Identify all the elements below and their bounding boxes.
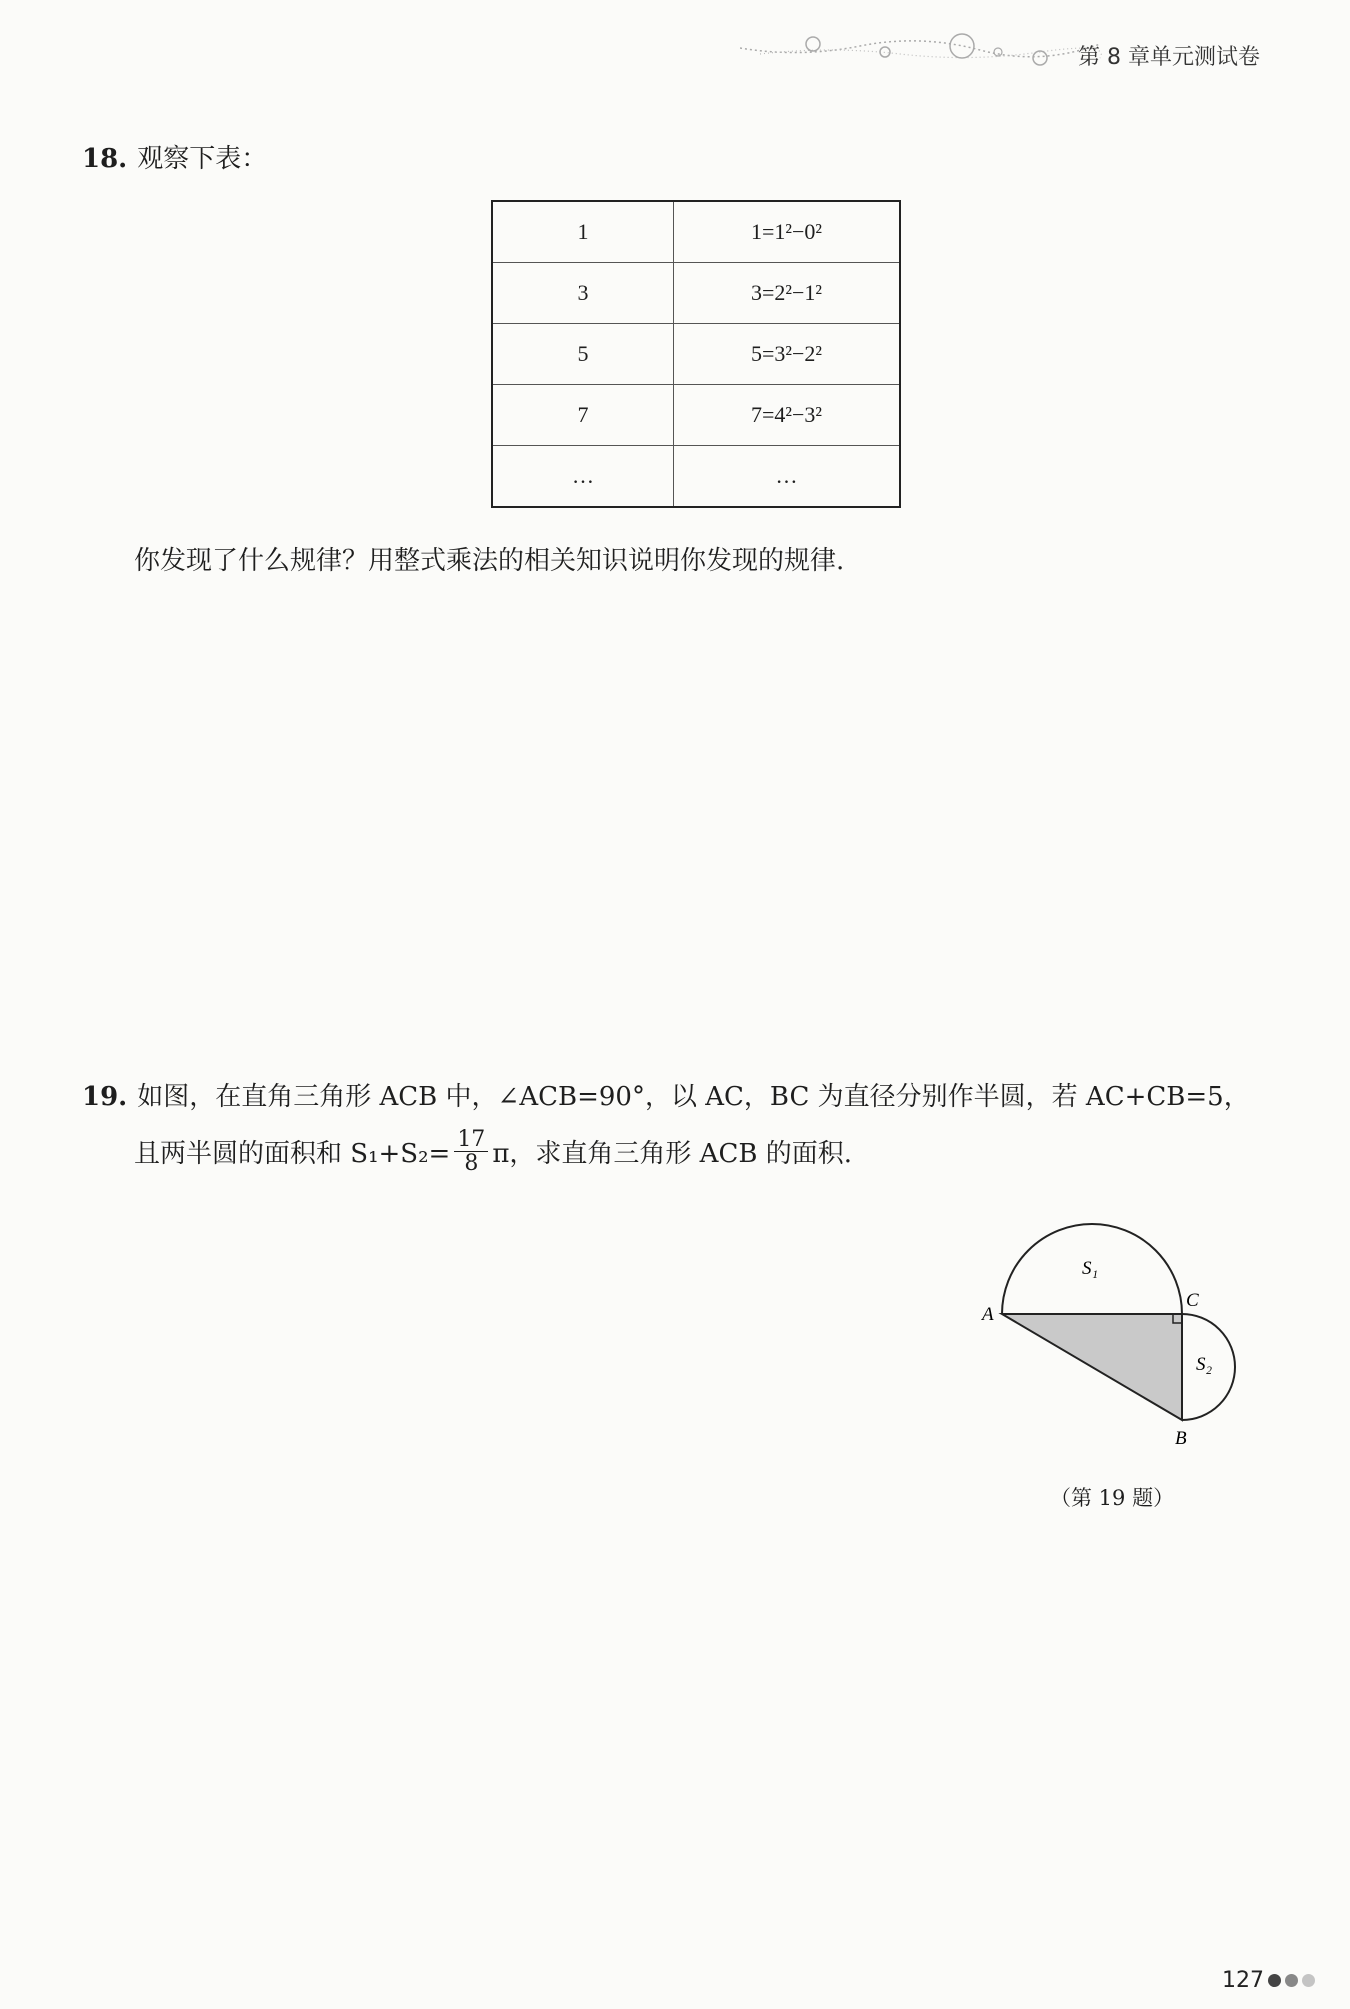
dot-icon [1285, 1974, 1298, 1987]
table-row [492, 263, 900, 324]
page-number: 127 [1222, 1968, 1264, 1993]
page-footer [1222, 1968, 1315, 1993]
dot-icon [1268, 1974, 1281, 1987]
triangle-acb [1002, 1314, 1182, 1420]
semicircles-triangle-diagram [970, 1210, 1270, 1470]
label-s1: S₁ [1082, 1258, 1099, 1279]
table-cell: 1 [492, 201, 674, 263]
table-row [492, 446, 900, 508]
figure-caption: （第 19 题） [1050, 1486, 1175, 1510]
table-cell: … [492, 446, 674, 508]
question-text-post: π，求直角三角形 ACB 的面积. [492, 1139, 852, 1170]
question-18-heading [82, 138, 267, 175]
table-cell: 3 [492, 263, 674, 324]
table-cell: … [674, 446, 901, 508]
question-number: 18. [82, 144, 128, 174]
question-19-line-1 [82, 1076, 1250, 1113]
fraction-denominator: 8 [464, 1151, 479, 1177]
geometry-figure [970, 1210, 1270, 1474]
table-cell: 1=1²−0² [674, 201, 901, 263]
label-c: C [1186, 1290, 1199, 1311]
table-cell: 3=2²−1² [674, 263, 901, 324]
question-19-line-2 [134, 1128, 852, 1175]
dot-icon [1302, 1974, 1315, 1987]
page-header [740, 28, 1280, 78]
table-cell: 7 [492, 385, 674, 446]
chapter-title: 第 8 章单元测试卷 [1078, 45, 1260, 70]
table-row [492, 201, 900, 263]
question-number: 19. [82, 1082, 128, 1112]
observation-table [491, 200, 901, 508]
question-text: 如图，在直角三角形 ACB 中，∠ACB=90°，以 AC，BC 为直径分别作半圆，若 AC+CB=5， [137, 1082, 1250, 1112]
label-b: B [1175, 1428, 1187, 1449]
question-18-prompt: 你发现了什么规律？用整式乘法的相关知识说明你发现的规律. [134, 546, 845, 576]
question-text: 观察下表： [137, 144, 268, 174]
fraction-numerator: 17 [454, 1128, 488, 1152]
label-s2: S₂ [1196, 1354, 1213, 1375]
table-row [492, 324, 900, 385]
question-text-pre: 且两半圆的面积和 S₁+S₂= [134, 1139, 451, 1170]
fraction [454, 1128, 488, 1175]
table-row [492, 385, 900, 446]
label-a: A [982, 1304, 994, 1325]
table-cell: 5=3²−2² [674, 324, 901, 385]
table-cell: 5 [492, 324, 674, 385]
table-cell: 7=4²−3² [674, 385, 901, 446]
